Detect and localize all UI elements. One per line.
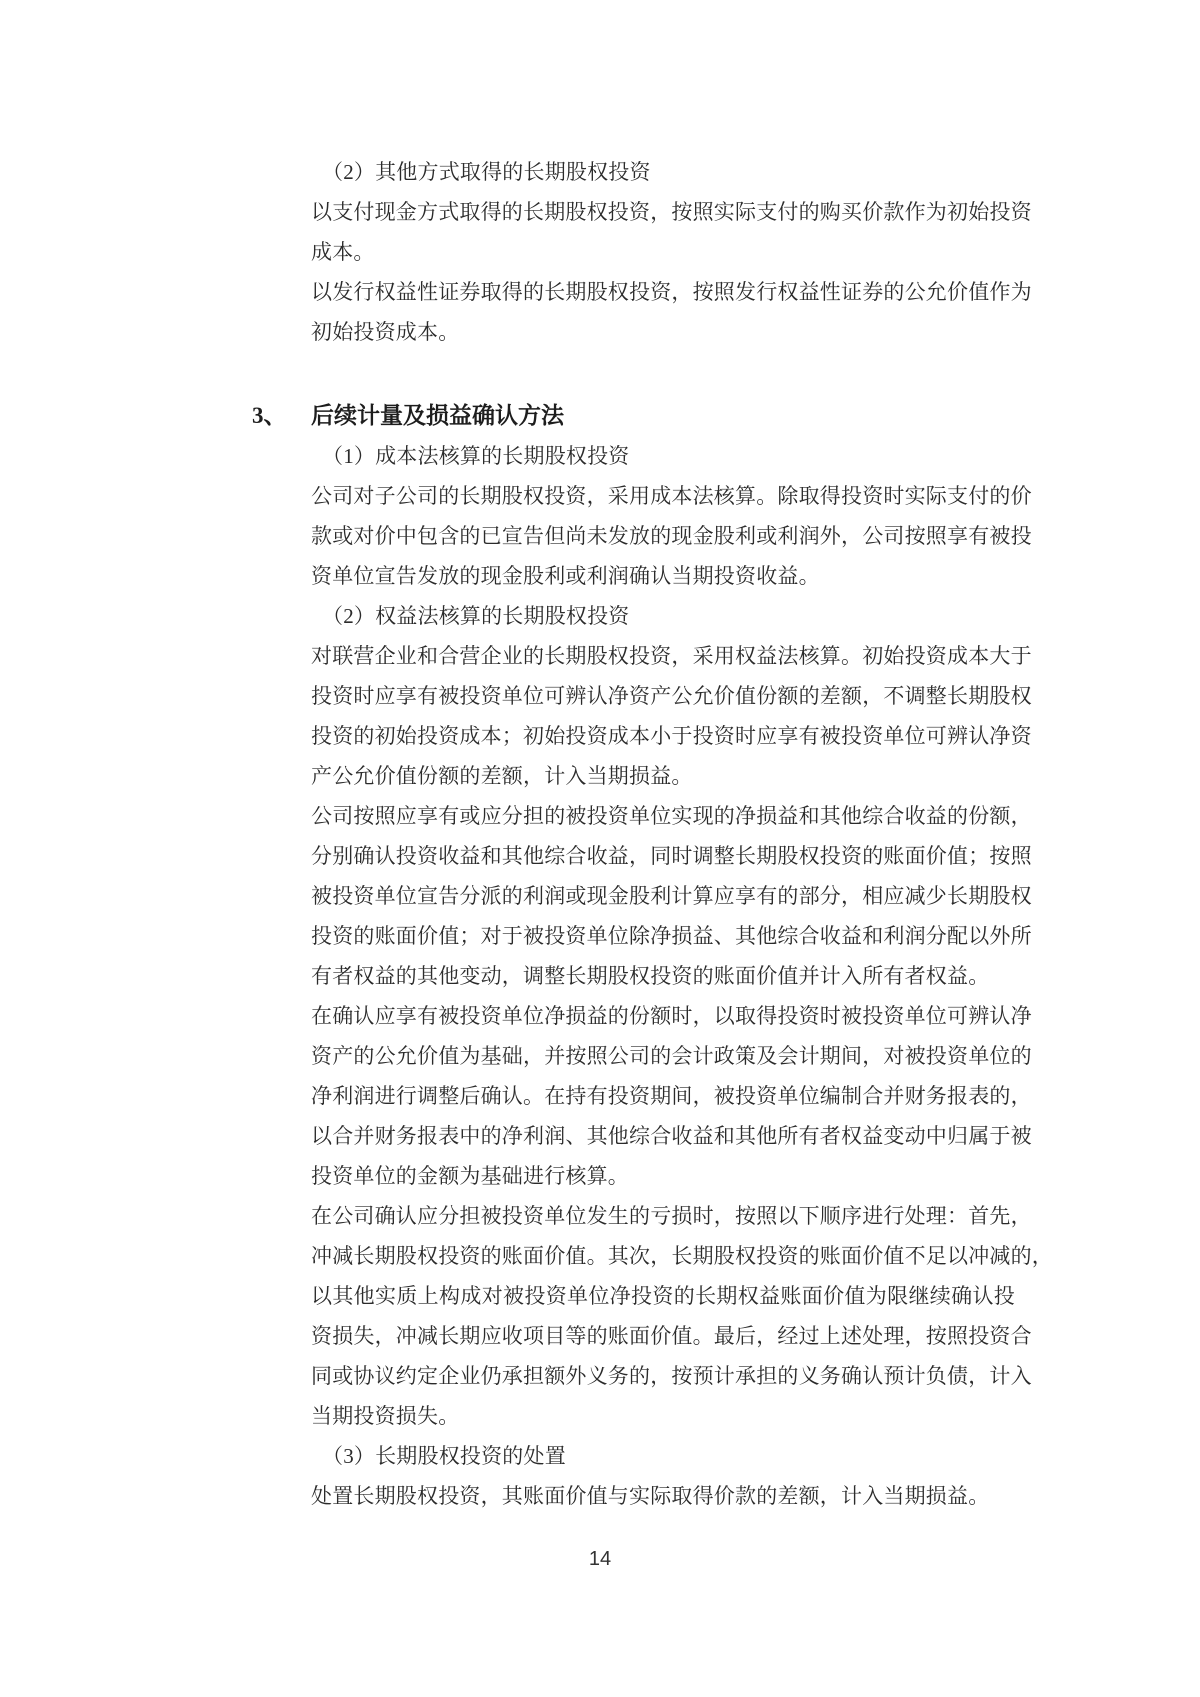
doc-line: 净利润进行调整后确认。在持有投资期间，被投资单位编制合并财务报表的， (311, 1084, 1032, 1108)
doc-line: 以其他实质上构成对被投资单位净投资的长期权益账面价值为限继续确认投 (311, 1284, 1015, 1308)
doc-line: 公司对子公司的长期股权投资，采用成本法核算。除取得投资时实际支付的价 (311, 484, 1032, 508)
doc-line: 资产的公允价值为基础，并按照公司的会计政策及会计期间，对被投资单位的 (311, 1044, 1032, 1068)
doc-line: 投资的账面价值；对于被投资单位除净损益、其他综合收益和利润分配以外所 (311, 924, 1032, 948)
subheading-line: （1）成本法核算的长期股权投资 (322, 444, 630, 468)
doc-line: 当期投资损失。 (311, 1404, 460, 1428)
subheading-line: （3）长期股权投资的处置 (322, 1444, 566, 1468)
doc-line: 资损失，冲减长期应收项目等的账面价值。最后，经过上述处理，按照投资合 (311, 1324, 1032, 1348)
doc-line: 在确认应享有被投资单位净损益的份额时，以取得投资时被投资单位可辨认净 (311, 1004, 1032, 1028)
doc-line: 初始投资成本。 (311, 320, 460, 344)
doc-line: 冲减长期股权投资的账面价值。其次，长期股权投资的账面价值不足以冲减的， (311, 1244, 1053, 1268)
doc-line: 被投资单位宣告分派的利润或现金股利计算应享有的部分，相应减少长期股权 (311, 884, 1032, 908)
doc-line: 处置长期股权投资，其账面价值与实际取得价款的差额，计入当期损益。 (311, 1484, 990, 1508)
doc-line: 同或协议约定企业仍承担额外义务的，按预计承担的义务确认预计负债，计入 (311, 1364, 1032, 1388)
page-number: 14 (588, 1548, 612, 1570)
section-title: 后续计量及损益确认方法 (311, 403, 564, 428)
doc-line: 对联营企业和合营企业的长期股权投资，采用权益法核算。初始投资成本大于 (311, 644, 1032, 668)
doc-line: 资单位宣告发放的现金股利或利润确认当期投资收益。 (311, 564, 820, 588)
doc-line: 以合并财务报表中的净利润、其他综合收益和其他所有者权益变动中归属于被 (311, 1124, 1032, 1148)
section-gap (311, 352, 1015, 396)
doc-line: 产公允价值份额的差额，计入当期损益。 (311, 764, 693, 788)
text-column (252, 152, 1053, 1516)
doc-line: 款或对价中包含的已宣告但尚未发放的现金股利或利润外，公司按照享有被投 (311, 524, 1032, 548)
doc-line: 投资的初始投资成本；初始投资成本小于投资时应享有被投资单位可辨认净资 (311, 724, 1032, 748)
doc-line: 投资时应享有被投资单位可辨认净资产公允价值份额的差额，不调整长期股权 (311, 684, 1032, 708)
section-number: 3、 (252, 403, 287, 428)
subheading-line: （2）其他方式取得的长期股权投资 (322, 160, 651, 184)
doc-line: 以发行权益性证券取得的长期股权投资，按照发行权益性证券的公允价值作为 (311, 280, 1032, 304)
doc-line: 公司按照应享有或应分担的被投资单位实现的净损益和其他综合收益的份额， (311, 804, 1032, 828)
doc-line: 以支付现金方式取得的长期股权投资，按照实际支付的购买价款作为初始投资 (311, 200, 1032, 224)
doc-line: 分别确认投资收益和其他综合收益，同时调整长期股权投资的账面价值；按照 (311, 844, 1032, 868)
subheading-line: （2）权益法核算的长期股权投资 (322, 604, 630, 628)
section-heading-row (252, 396, 1015, 436)
doc-line: 投资单位的金额为基础进行核算。 (311, 1164, 629, 1188)
doc-line: 成本。 (311, 240, 375, 264)
doc-line: 在公司确认应分担被投资单位发生的亏损时，按照以下顺序进行处理：首先， (311, 1204, 1032, 1228)
doc-line: 有者权益的其他变动，调整长期股权投资的账面价值并计入所有者权益。 (311, 964, 990, 988)
